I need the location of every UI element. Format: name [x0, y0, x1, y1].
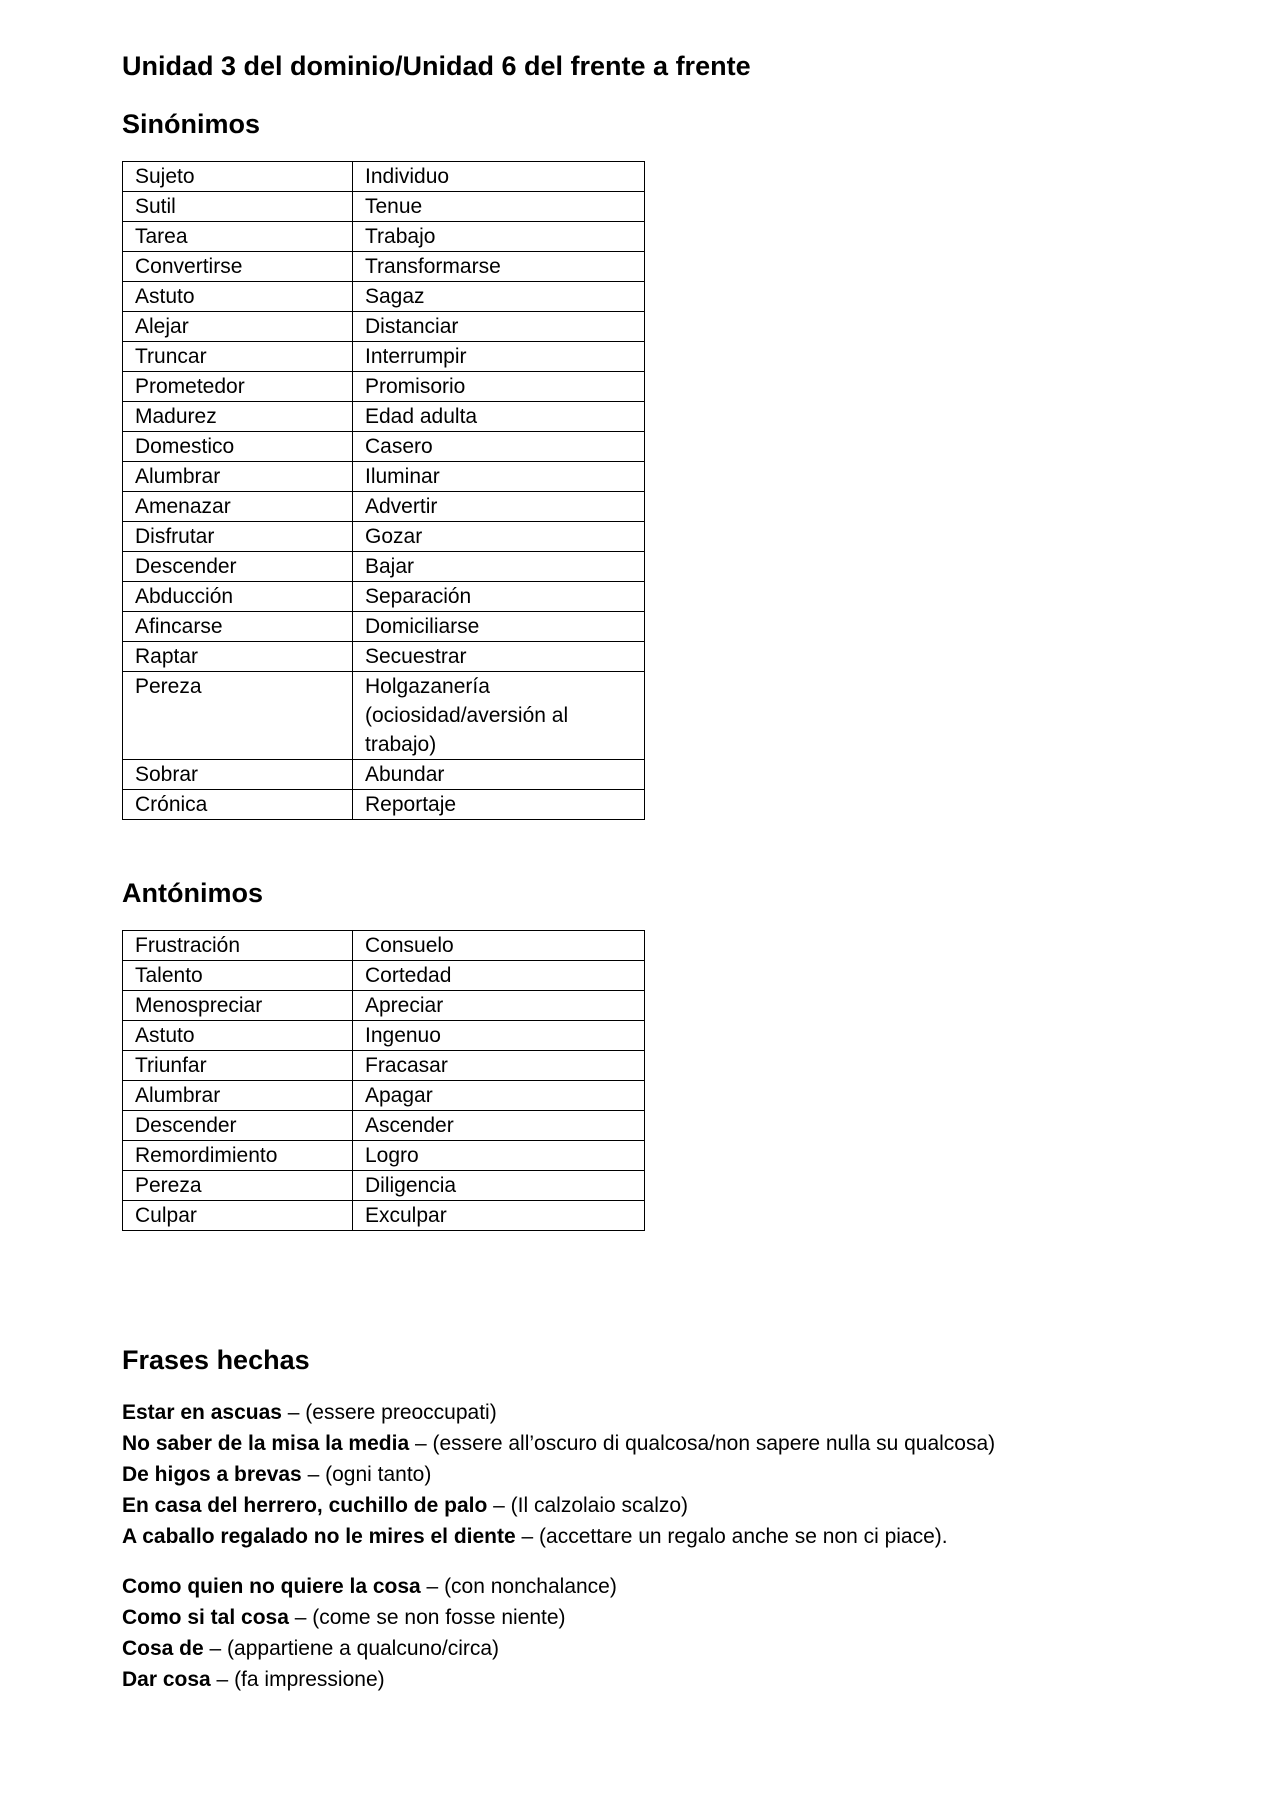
cell-equivalent: Distanciar	[353, 312, 645, 342]
cell-equivalent: Secuestrar	[353, 642, 645, 672]
cell-term: Descender	[123, 552, 353, 582]
cell-equivalent: Interrumpir	[353, 342, 645, 372]
cell-term: Abducción	[123, 582, 353, 612]
cell-term: Triunfar	[123, 1051, 353, 1081]
cell-equivalent: Holgazanería (ociosidad/aversión al trabajo)	[353, 672, 645, 760]
phrase-term: No saber de la misa la media	[122, 1432, 410, 1455]
cell-term: Domestico	[123, 432, 353, 462]
cell-equivalent: Ascender	[353, 1111, 645, 1141]
phrase-meaning: – (con nonchalance)	[420, 1575, 617, 1598]
table-row	[123, 1051, 645, 1081]
cell-equivalent: Reportaje	[353, 790, 645, 820]
phrase-line	[122, 1428, 1222, 1459]
phrase-line	[122, 1664, 1222, 1695]
cell-equivalent: Gozar	[353, 522, 645, 552]
cell-equivalent: Tenue	[353, 192, 645, 222]
cell-equivalent: Abundar	[353, 760, 645, 790]
cell-term: Prometedor	[123, 372, 353, 402]
phrase-meaning: – (Il calzolaio scalzo)	[487, 1494, 689, 1517]
cell-equivalent: Consuelo	[353, 931, 645, 961]
phrase-meaning: – (essere all’oscuro di qualcosa/non sapere nulla su qualcosa)	[409, 1432, 996, 1455]
cell-term: Pereza	[123, 672, 353, 760]
cell-term: Convertirse	[123, 252, 353, 282]
phrase-meaning: – (come se non fosse niente)	[288, 1606, 566, 1629]
table-row	[123, 1201, 645, 1231]
table-row	[123, 1141, 645, 1171]
cell-equivalent: Cortedad	[353, 961, 645, 991]
cell-equivalent: Individuo	[353, 162, 645, 192]
cell-term: Sobrar	[123, 760, 353, 790]
phrases-group-b	[122, 1571, 1222, 1695]
phrase-line	[122, 1633, 1222, 1664]
cell-equivalent: Diligencia	[353, 1171, 645, 1201]
cell-term: Culpar	[123, 1201, 353, 1231]
table-row	[123, 991, 645, 1021]
table-row	[123, 582, 645, 612]
heading-frases-hechas: Frases hechas	[122, 1345, 310, 1375]
table-row	[123, 282, 645, 312]
cell-equivalent: Trabajo	[353, 222, 645, 252]
cell-equivalent: Exculpar	[353, 1201, 645, 1231]
phrase-term: Cosa de	[122, 1637, 204, 1660]
table-antonimos	[122, 930, 645, 1231]
cell-equivalent: Edad adulta	[353, 402, 645, 432]
cell-term: Raptar	[123, 642, 353, 672]
table-row	[123, 931, 645, 961]
cell-equivalent: Sagaz	[353, 282, 645, 312]
cell-equivalent: Advertir	[353, 492, 645, 522]
cell-term: Astuto	[123, 1021, 353, 1051]
cell-term: Frustración	[123, 931, 353, 961]
phrase-line	[122, 1459, 1222, 1490]
phrase-line	[122, 1521, 1222, 1552]
phrase-meaning: – (accettare un regalo anche se non ci piace).	[515, 1525, 948, 1548]
cell-equivalent: Iluminar	[353, 462, 645, 492]
cell-term: Disfrutar	[123, 522, 353, 552]
table-row	[123, 342, 645, 372]
table-row	[123, 1081, 645, 1111]
cell-term: Amenazar	[123, 492, 353, 522]
cell-term: Astuto	[123, 282, 353, 312]
cell-equivalent: Ingenuo	[353, 1021, 645, 1051]
phrase-meaning: – (fa impressione)	[210, 1668, 385, 1691]
cell-term: Descender	[123, 1111, 353, 1141]
cell-term: Crónica	[123, 790, 353, 820]
cell-term: Alumbrar	[123, 462, 353, 492]
cell-term: Alumbrar	[123, 1081, 353, 1111]
table-row	[123, 312, 645, 342]
table-row	[123, 492, 645, 522]
table-row	[123, 642, 645, 672]
table-row	[123, 760, 645, 790]
table-row	[123, 222, 645, 252]
cell-equivalent: Domiciliarse	[353, 612, 645, 642]
phrase-term: Como quien no quiere la cosa	[122, 1575, 421, 1598]
document-title: Unidad 3 del dominio/Unidad 6 del frente a frente	[122, 51, 751, 81]
cell-term: Sujeto	[123, 162, 353, 192]
phrase-term: En casa del herrero, cuchillo de palo	[122, 1494, 488, 1517]
table-row	[123, 192, 645, 222]
cell-equivalent: Apreciar	[353, 991, 645, 1021]
table-sinonimos	[122, 161, 645, 820]
cell-equivalent: Separación	[353, 582, 645, 612]
table-row	[123, 961, 645, 991]
cell-equivalent: Bajar	[353, 552, 645, 582]
cell-equivalent: Transformarse	[353, 252, 645, 282]
cell-term: Sutil	[123, 192, 353, 222]
cell-term: Menospreciar	[123, 991, 353, 1021]
cell-equivalent: Logro	[353, 1141, 645, 1171]
cell-term: Remordimiento	[123, 1141, 353, 1171]
phrase-meaning: – (essere preoccupati)	[281, 1401, 497, 1424]
phrase-line	[122, 1397, 1222, 1428]
cell-term: Talento	[123, 961, 353, 991]
table-row	[123, 162, 645, 192]
table-row	[123, 432, 645, 462]
cell-term: Truncar	[123, 342, 353, 372]
cell-equivalent: Fracasar	[353, 1051, 645, 1081]
table-row	[123, 1171, 645, 1201]
table-row	[123, 612, 645, 642]
table-row	[123, 1111, 645, 1141]
cell-equivalent: Casero	[353, 432, 645, 462]
table-row	[123, 462, 645, 492]
phrases-group-a	[122, 1397, 1222, 1552]
heading-antonimos: Antónimos	[122, 878, 263, 908]
cell-equivalent: Promisorio	[353, 372, 645, 402]
phrase-line	[122, 1490, 1222, 1521]
table-row	[123, 372, 645, 402]
table-row	[123, 790, 645, 820]
cell-equivalent: Apagar	[353, 1081, 645, 1111]
phrase-line	[122, 1571, 1222, 1602]
table-row	[123, 402, 645, 432]
cell-term: Madurez	[123, 402, 353, 432]
table-row	[123, 252, 645, 282]
cell-term: Alejar	[123, 312, 353, 342]
phrase-line	[122, 1602, 1222, 1633]
table-row	[123, 1021, 645, 1051]
cell-term: Tarea	[123, 222, 353, 252]
phrase-term: Estar en ascuas	[122, 1401, 282, 1424]
phrase-term: Como si tal cosa	[122, 1606, 289, 1629]
cell-term: Pereza	[123, 1171, 353, 1201]
phrase-meaning: – (appartiene a qualcuno/circa)	[203, 1637, 500, 1660]
table-row	[123, 672, 645, 760]
phrase-term: De higos a brevas	[122, 1463, 302, 1486]
table-row	[123, 522, 645, 552]
phrase-term: Dar cosa	[122, 1668, 211, 1691]
phrase-term: A caballo regalado no le mires el diente	[122, 1525, 516, 1548]
phrase-meaning: – (ogni tanto)	[301, 1463, 432, 1486]
table-row	[123, 552, 645, 582]
heading-sinonimos: Sinónimos	[122, 109, 261, 139]
cell-term: Afincarse	[123, 612, 353, 642]
